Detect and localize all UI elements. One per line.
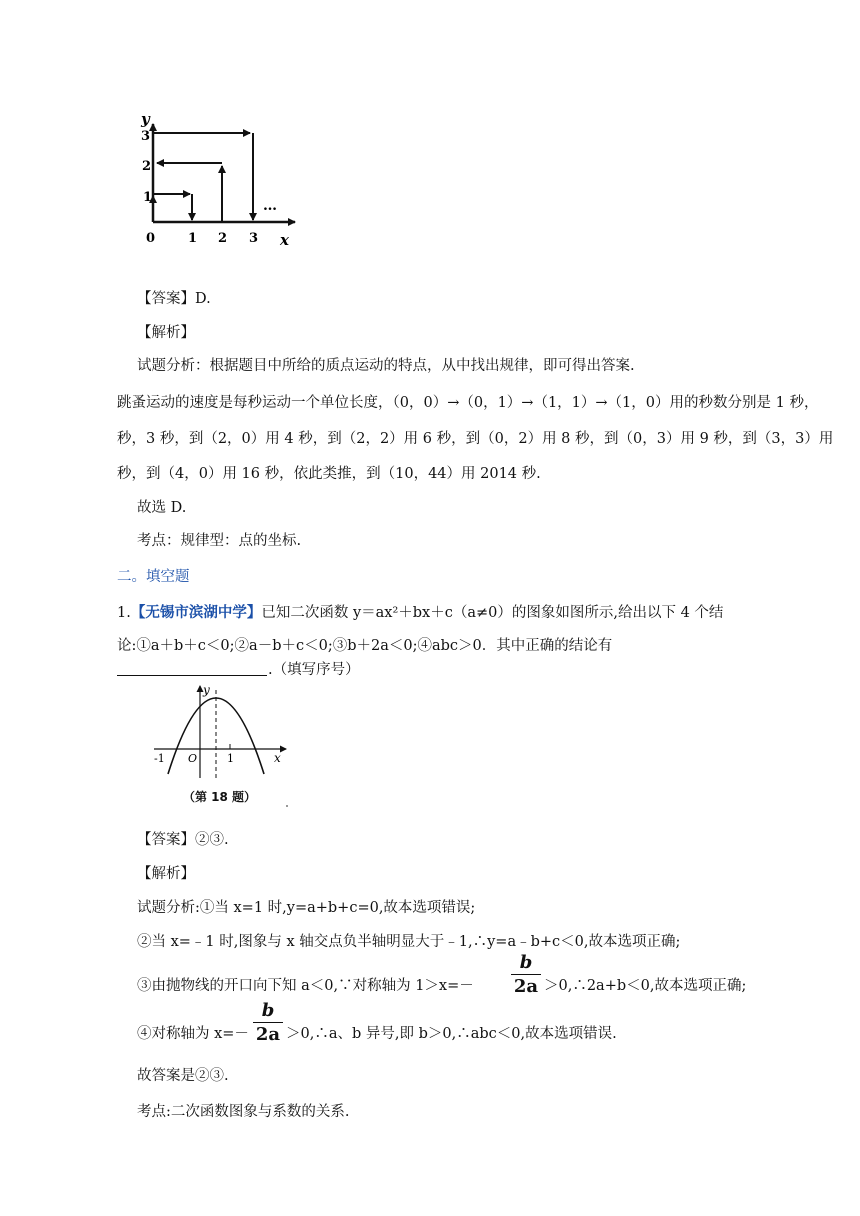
question-1-line2: 论:①a＋b＋c＜0;②a－b＋c＜0;③b＋2a＜0;④abc＞0．其中正确的结论有 (117, 638, 613, 654)
fraction-b-over-2a-1 (511, 953, 541, 998)
fraction-denominator: 2a (255, 1024, 281, 1045)
jump-path-figure (135, 108, 300, 248)
fig2-origin: O (188, 752, 198, 765)
fig1-y-label: y (141, 110, 150, 128)
analysis-2-line3-pre: ③由抛物线的开口向下知 a＜0,∵对称轴为 1＞x=－ (137, 978, 474, 994)
question-1-line3: .（填写序号） (268, 662, 360, 678)
fraction-bar (511, 974, 541, 975)
analysis-1-line1: 试题分析：根据题目中所给的质点运动的特点，从中找出规律，即可得出答案. (137, 358, 635, 374)
answer-blank[interactable] (117, 674, 267, 676)
answer-1: 【答案】D. (137, 291, 211, 307)
answer-2: 【答案】②③. (137, 832, 229, 848)
figure-caption: （第 18 题） (183, 790, 257, 804)
fraction-b-over-2a-2 (253, 1001, 283, 1046)
question-text-1: 已知二次函数 y＝ax²＋bx＋c（a≠0）的图象如图所示,给出以下 4 个结 (261, 605, 724, 621)
analysis-1-line3: 秒，3 秒，到（2，0）用 4 秒，到（2，2）用 6 秒，到（0，2）用 8 秒，到（0，3）用 9 秒，到（3，3）用 (117, 431, 834, 447)
fraction-numerator: b (519, 952, 533, 973)
fraction-bar (253, 1022, 283, 1023)
question-source: 【无锡市滨湖中学】 (130, 604, 262, 621)
kaodian-2: 考点:二次函数图象与系数的关系. (137, 1104, 350, 1120)
fig1-tick-y2: 2 (142, 159, 152, 174)
analysis-2-line4-post: ＞0,∴a、b 异号,即 b＞0,∴abc＜0,故本选项错误. (286, 1026, 617, 1042)
question-1-line1 (117, 603, 723, 623)
analysis-1-line5: 故选 D. (137, 500, 187, 516)
question-number: 1. (117, 605, 131, 621)
analysis-2-line2: ②当 x=﹣1 时,图象与 x 轴交点负半轴明显大于﹣1,∴y=a﹣b+c＜0,故本选项正确; (137, 934, 681, 950)
fig1-tick-x0: 0 (146, 231, 156, 246)
analysis-title-1: 【解析】 (137, 325, 195, 341)
fig1-x-label: x (280, 231, 289, 248)
fig1-dots: … (263, 198, 277, 214)
kaodian-1: 考点：规律型：点的坐标. (137, 533, 302, 549)
fig1-tick-y3: 3 (141, 129, 151, 144)
parabola-figure (150, 682, 290, 782)
analysis-1-line2: 跳蚤运动的速度是每秒运动一个单位长度，（0，0）→（0，1）→（1，1）→（1，0）用的秒数分别是 1 秒， (117, 395, 819, 411)
fig2-minus-one: -1 (154, 752, 165, 765)
conclusion-2: 故答案是②③. (137, 1068, 229, 1084)
section-heading-fill-in: 二。填空题 (117, 569, 190, 585)
scan-dot (286, 805, 288, 807)
analysis-1-line4: 秒，到（4，0）用 16 秒，依此类推，到（10，44）用 2014 秒. (117, 466, 541, 482)
fig1-tick-x1: 1 (188, 231, 198, 246)
fraction-numerator: b (261, 1000, 275, 1021)
analysis-2-line4-pre: ④对称轴为 x=－ (137, 1026, 249, 1042)
fig2-x-label: x (274, 751, 281, 765)
fig2-y-label: y (203, 683, 210, 697)
analysis-2-line3-post: ＞0,∴2a+b＜0,故本选项正确; (544, 978, 747, 994)
fig1-tick-x3: 3 (249, 231, 259, 246)
fig1-tick-x2: 2 (218, 231, 228, 246)
analysis-2-line1: 试题分析:①当 x=1 时,y=a+b+c=0,故本选项错误; (137, 900, 476, 916)
fig1-tick-y1: 1 (143, 190, 153, 205)
fraction-denominator: 2a (513, 976, 539, 997)
fig2-one: 1 (227, 752, 234, 765)
analysis-title-2: 【解析】 (137, 866, 195, 882)
